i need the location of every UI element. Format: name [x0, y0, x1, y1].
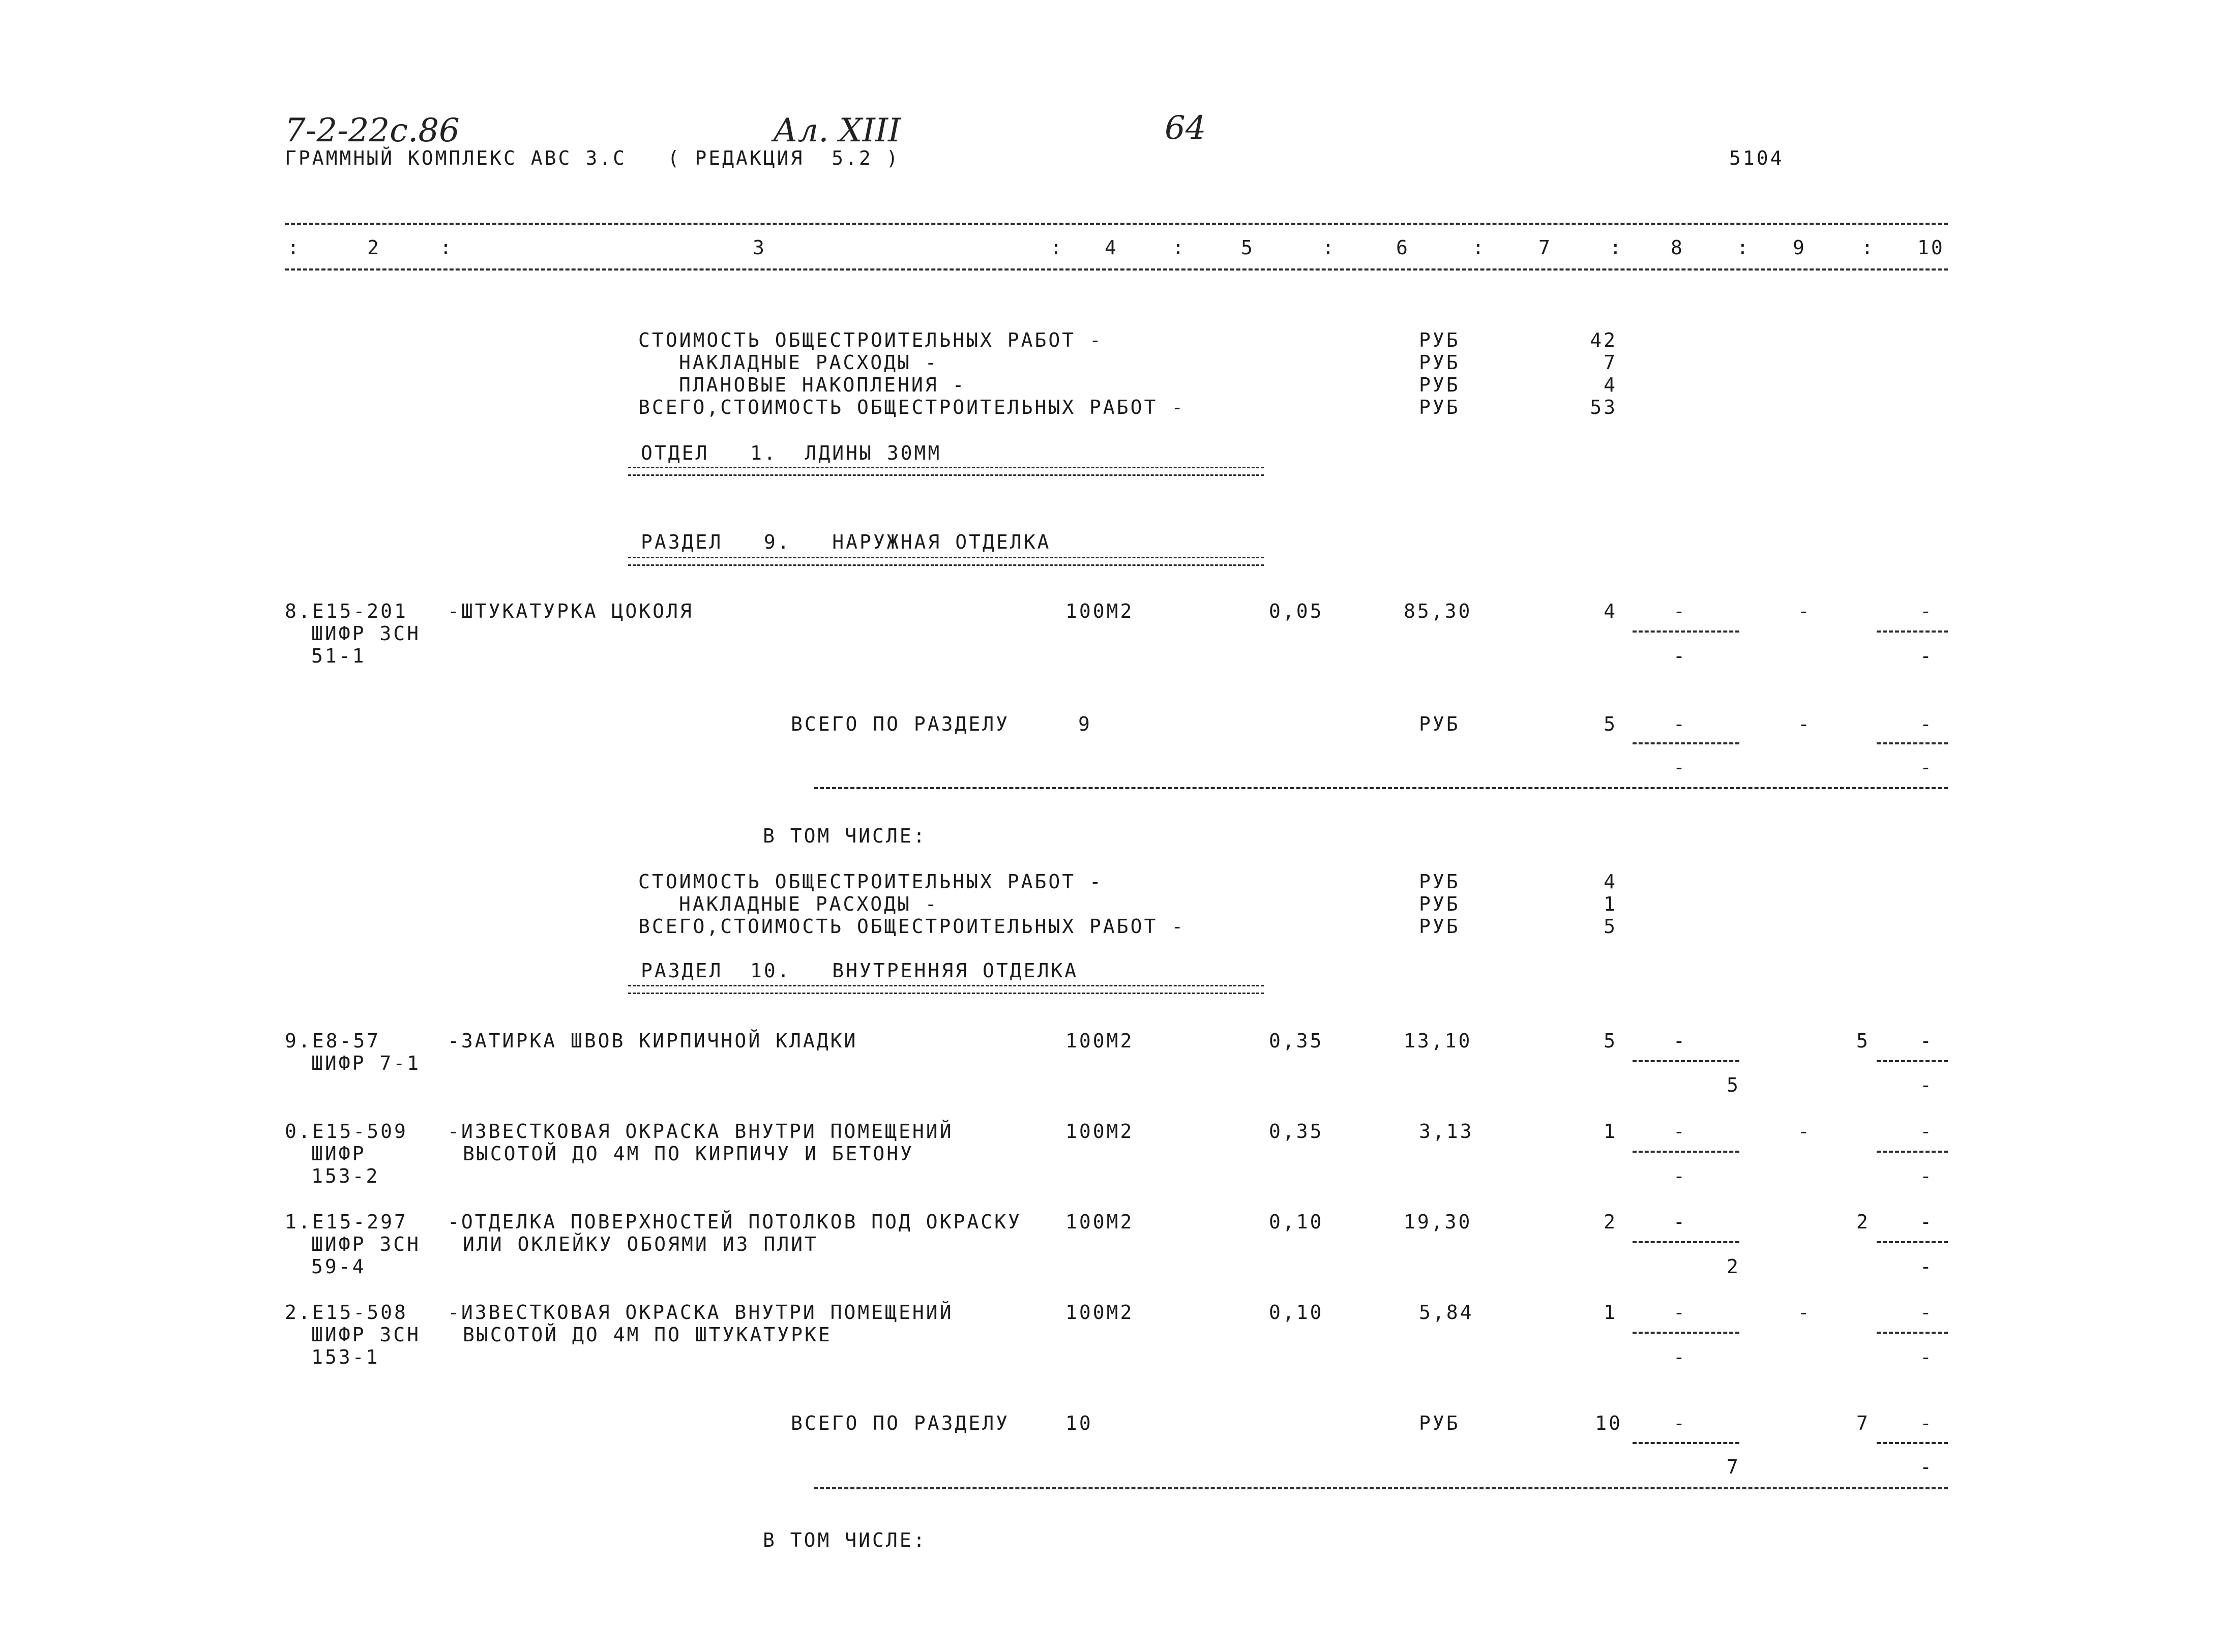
item-qty: 0,35 [1269, 1030, 1324, 1052]
item-col9: - [1798, 1120, 1812, 1143]
item-name: -ЗАТИРКА ШВОВ КИРПИЧНОЙ КЛАДКИ [448, 1030, 858, 1052]
summary-line-cost: СТОИМОСТЬ ОБЩЕСТРОИТЕЛЬНЫХ РАБОТ - [638, 329, 1103, 351]
item-col9: 5 [1856, 1030, 1870, 1052]
item-total: 4 [1604, 600, 1617, 622]
item-shifr: ШИФР ЗСН [311, 622, 421, 645]
item-code: 0.Е15-509 [285, 1120, 408, 1143]
item-col8-sub: 5 [1727, 1074, 1740, 1096]
total-label: ВСЕГО ПО РАЗДЕЛУ [791, 1412, 1010, 1434]
summary-line-planned: ПЛАНОВЫЕ НАКОПЛЕНИЯ - [679, 374, 966, 396]
v-tom-chisle-2: В ТОМ ЧИСЛЕ: [763, 1529, 927, 1551]
item-qty: 0,35 [1269, 1120, 1324, 1143]
razdel-10-title: РАЗДЕЛ 10. ВНУТРЕННЯЯ ОТДЕЛКА [641, 959, 1079, 982]
item-total: 2 [1604, 1211, 1617, 1233]
item-col10: - [1920, 1211, 1934, 1233]
total-label: ВСЕГО ПО РАЗДЕЛУ [791, 713, 1010, 735]
document-number: 5104 [1729, 147, 1784, 169]
item-total: 1 [1604, 1301, 1617, 1324]
summary-unit: РУБ [1419, 374, 1460, 396]
item-name: -ОТДЕЛКА ПОВЕРХНОСТЕЙ ПОТОЛКОВ ПОД ОКРАСКУ [448, 1211, 1022, 1233]
summary-line-total: ВСЕГО,СТОИМОСТЬ ОБЩЕСТРОИТЕЛЬНЫХ РАБОТ - [638, 915, 1185, 938]
item-col10-sub: - [1920, 1255, 1934, 1278]
razdel-9-underline [628, 557, 1264, 566]
total-col10-sub: - [1920, 1456, 1934, 1478]
col-2: 2 [367, 236, 381, 259]
handwritten-page: 64 [1165, 109, 1206, 147]
item-col8: - [1673, 1030, 1687, 1052]
item-unit: 100М2 [1065, 1120, 1134, 1143]
col-9: 9 [1793, 236, 1806, 259]
summary-unit: РУБ [1419, 893, 1460, 915]
section-rule [814, 787, 1948, 789]
summary-line-cost: СТОИМОСТЬ ОБЩЕСТРОИТЕЛЬНЫХ РАБОТ - [638, 870, 1103, 893]
item-shifr: ШИФР [311, 1143, 366, 1165]
header-rule-top [285, 223, 1948, 225]
item-total: 5 [1604, 1030, 1617, 1052]
item-col8: - [1673, 600, 1687, 622]
item-col8-sub: - [1673, 1165, 1687, 1187]
col-5: 5 [1241, 236, 1255, 259]
item-col10: - [1920, 1301, 1934, 1324]
item-col10-sub: - [1920, 1346, 1934, 1368]
item-name: -ШТУКАТУРКА ЦОКОЛЯ [448, 600, 694, 622]
item-col8-sub: - [1673, 645, 1687, 667]
item-col10: - [1920, 1120, 1934, 1143]
item-shifr: ШИФР ЗСН [311, 1324, 421, 1346]
item-qty: 0,05 [1269, 600, 1324, 622]
total-razdel-num: 10 [1065, 1412, 1093, 1434]
summary-value-total: 5 [1604, 915, 1617, 938]
item-unit: 100М2 [1065, 1030, 1134, 1052]
item-name: -ИЗВЕСТКОВАЯ ОКРАСКА ВНУТРИ ПОМЕЩЕНИЙ [448, 1120, 954, 1143]
item-shifr-num: 153-1 [311, 1346, 380, 1368]
item-price: 3,13 [1419, 1120, 1474, 1143]
item-shifr-num: 153-2 [311, 1165, 380, 1187]
summary-line-overhead: НАКЛАДНЫЕ РАСХОДЫ - [679, 351, 939, 374]
item-col10: - [1920, 1030, 1934, 1052]
total-razdel-num: 9 [1078, 713, 1092, 735]
summary-unit: РУБ [1419, 870, 1460, 893]
total-unit: РУБ [1419, 1412, 1460, 1434]
total-value: 5 [1604, 713, 1617, 735]
item-shifr-num: 51-1 [311, 645, 366, 667]
col-8: 8 [1671, 236, 1684, 259]
item-col8-sub: - [1673, 1346, 1687, 1368]
summary-value-overhead: 1 [1604, 893, 1617, 915]
total-col10: - [1920, 713, 1934, 735]
item-code: 2.Е15-508 [285, 1301, 408, 1324]
program-header: ГРАММНЫЙ КОМПЛЕКС АВС 3.С ( РЕДАКЦИЯ 5.2 ) [285, 147, 900, 169]
item-name-cont: ВЫСОТОЙ ДО 4М ПО КИРПИЧУ И БЕТОНУ [463, 1143, 914, 1165]
item-name-cont: ИЛИ ОКЛЕЙКУ ОБОЯМИ ИЗ ПЛИТ [463, 1233, 818, 1255]
total-col8-sub: - [1673, 756, 1687, 778]
summary-line-total: ВСЕГО,СТОИМОСТЬ ОБЩЕСТРОИТЕЛЬНЫХ РАБОТ - [638, 396, 1185, 418]
item-code: 9.Е8-57 [285, 1030, 381, 1052]
summary-value-total: 53 [1590, 396, 1617, 418]
item-price: 13,10 [1404, 1030, 1472, 1052]
otdel-title: ОТДЕЛ 1. ЛДИНЫ 30ММ [641, 442, 942, 464]
item-total: 1 [1604, 1120, 1617, 1143]
otdel-underline [628, 467, 1264, 476]
item-col9: 2 [1856, 1211, 1870, 1233]
col-6: 6 [1396, 236, 1410, 259]
section-rule [814, 1487, 1948, 1489]
summary-value-cost: 42 [1590, 329, 1617, 351]
razdel-9-title: РАЗДЕЛ 9. НАРУЖНАЯ ОТДЕЛКА [641, 531, 1051, 553]
item-shifr: ШИФР 7-1 [311, 1052, 421, 1074]
item-shifr-num: 59-4 [311, 1255, 366, 1278]
handwritten-doc-code: 7-2-22с.86 [285, 112, 460, 149]
item-col9: - [1798, 600, 1812, 622]
item-price: 85,30 [1404, 600, 1472, 622]
col-10: 10 [1917, 236, 1945, 259]
razdel-10-underline [628, 985, 1264, 994]
v-tom-chisle: В ТОМ ЧИСЛЕ: [763, 825, 927, 847]
summary-value-overhead: 7 [1604, 351, 1617, 374]
total-col8: - [1673, 1412, 1687, 1434]
total-col8: - [1673, 713, 1687, 735]
item-col10-sub: - [1920, 1165, 1934, 1187]
summary-line-overhead: НАКЛАДНЫЕ РАСХОДЫ - [679, 893, 939, 915]
total-unit: РУБ [1419, 713, 1460, 735]
summary-unit: РУБ [1419, 396, 1460, 418]
total-col9: - [1798, 713, 1812, 735]
summary-value-planned: 4 [1604, 374, 1617, 396]
item-unit: 100М2 [1065, 1301, 1134, 1324]
item-shifr: ШИФР ЗСН [311, 1233, 421, 1255]
handwritten-sheet: Ал. XIII [773, 112, 901, 149]
total-col10-sub: - [1920, 756, 1934, 778]
header-rule-bottom [285, 268, 1948, 271]
item-code: 1.Е15-297 [285, 1211, 408, 1233]
item-qty: 0,10 [1269, 1301, 1324, 1324]
total-col10: - [1920, 1412, 1934, 1434]
item-unit: 100М2 [1065, 600, 1134, 622]
item-col8: - [1673, 1301, 1687, 1324]
item-col10-sub: - [1920, 1074, 1934, 1096]
item-col10: - [1920, 600, 1934, 622]
item-col9: - [1798, 1301, 1812, 1324]
total-col9: 7 [1856, 1412, 1870, 1434]
summary-unit: РУБ [1419, 329, 1460, 351]
item-name-cont: ВЫСОТОЙ ДО 4М ПО ШТУКАТУРКЕ [463, 1324, 832, 1346]
summary-value-cost: 4 [1604, 870, 1617, 893]
item-name: -ИЗВЕСТКОВАЯ ОКРАСКА ВНУТРИ ПОМЕЩЕНИЙ [448, 1301, 954, 1324]
item-price: 5,84 [1419, 1301, 1474, 1324]
item-col10-sub: - [1920, 645, 1934, 667]
item-code: 8.Е15-201 [285, 600, 408, 622]
summary-unit: РУБ [1419, 351, 1460, 374]
total-value: 10 [1595, 1412, 1622, 1434]
item-qty: 0,10 [1269, 1211, 1324, 1233]
total-col8-sub: 7 [1727, 1456, 1740, 1478]
item-price: 19,30 [1404, 1211, 1472, 1233]
item-col8: - [1673, 1211, 1687, 1233]
item-col8: - [1673, 1120, 1687, 1143]
item-col8-sub: 2 [1727, 1255, 1740, 1278]
col-3: 3 [753, 236, 766, 259]
summary-unit: РУБ [1419, 915, 1460, 938]
col-7: 7 [1538, 236, 1552, 259]
col-4: 4 [1105, 236, 1118, 259]
item-unit: 100М2 [1065, 1211, 1134, 1233]
